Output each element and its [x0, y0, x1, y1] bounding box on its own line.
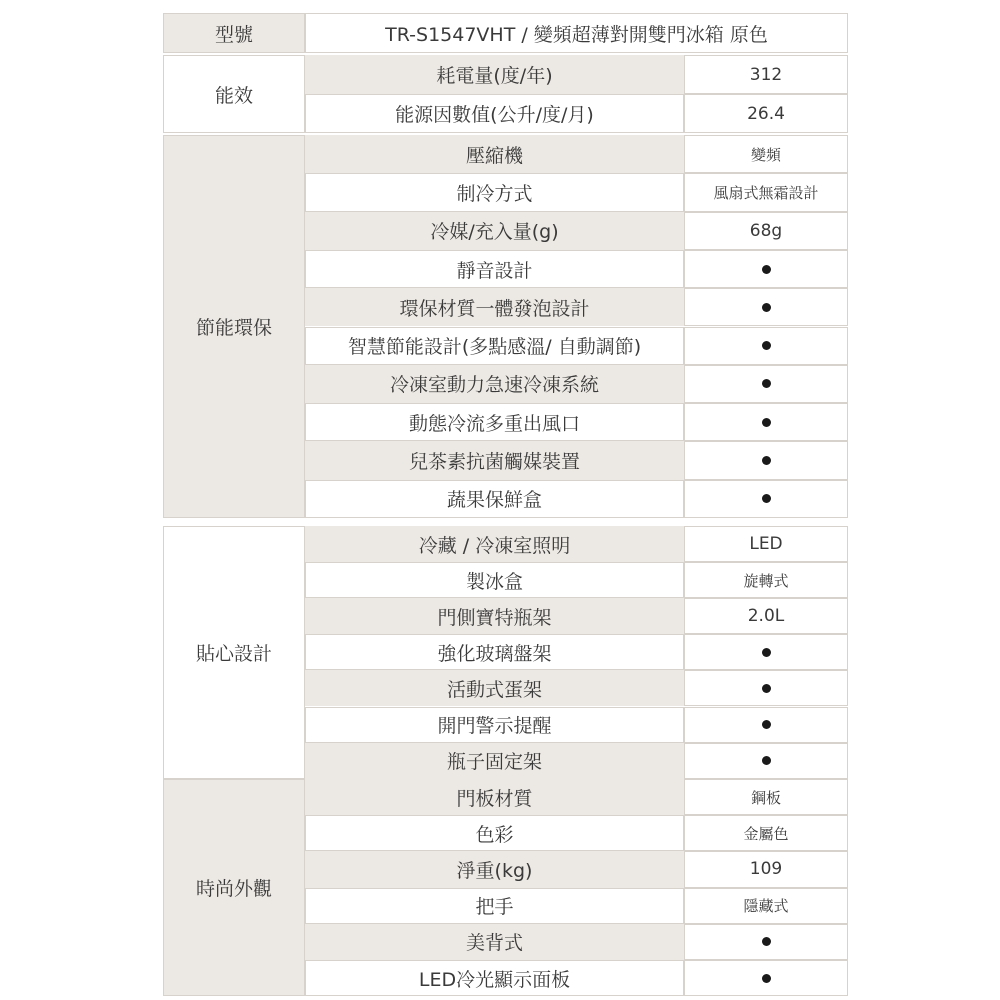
feature-dot — [684, 670, 848, 706]
feature-dot — [684, 743, 848, 779]
feature-label: 耗電量(度/年) — [305, 55, 684, 94]
spec-row — [163, 888, 848, 924]
feature-value: 109 — [684, 851, 848, 887]
bullet-icon — [762, 379, 771, 388]
model-value: TR-S1547VHT / 變頻超薄對開雙門冰箱 原色 — [305, 13, 848, 53]
bullet-icon — [762, 456, 771, 465]
spec-row — [163, 327, 848, 365]
spec-row — [163, 634, 848, 670]
feature-dot — [684, 441, 848, 479]
feature-label: 把手 — [305, 888, 684, 924]
group-label: 時尚外觀 — [163, 779, 305, 996]
feature-label: 瓶子固定架 — [305, 743, 684, 779]
spec-row — [163, 743, 848, 779]
spec-row — [163, 94, 848, 133]
bullet-icon — [762, 648, 771, 657]
model-row — [163, 13, 848, 53]
feature-dot — [684, 403, 848, 441]
bullet-icon — [762, 684, 771, 693]
feature-value: 旋轉式 — [684, 562, 848, 598]
group-label: 貼心設計 — [163, 526, 305, 779]
feature-label: 環保材質一體發泡設計 — [305, 288, 684, 326]
feature-label: 智慧節能設計(多點感溫/ 自動調節) — [305, 327, 684, 365]
feature-label: 能源因數值(公升/度/月) — [305, 94, 684, 133]
spec-row — [163, 135, 848, 173]
spec-row — [163, 562, 848, 598]
feature-label: 開門警示提醒 — [305, 707, 684, 743]
feature-label: 強化玻璃盤架 — [305, 634, 684, 670]
bullet-icon — [762, 937, 771, 946]
feature-label: 門側寶特瓶架 — [305, 598, 684, 634]
spec-row — [163, 526, 848, 562]
feature-value: 風扇式無霜設計 — [684, 173, 848, 211]
spec-row — [163, 598, 848, 634]
feature-dot — [684, 707, 848, 743]
bullet-icon — [762, 341, 771, 350]
feature-label: LED冷光顯示面板 — [305, 960, 684, 996]
feature-label: 美背式 — [305, 924, 684, 960]
model-label: 型號 — [163, 13, 305, 53]
feature-dot — [684, 365, 848, 403]
spec-row — [163, 250, 848, 288]
feature-dot — [684, 250, 848, 288]
spec-row — [163, 960, 848, 996]
feature-dot — [684, 960, 848, 996]
feature-value: LED — [684, 526, 848, 562]
spec-row — [163, 173, 848, 211]
feature-label: 冷媒/充入量(g) — [305, 212, 684, 250]
feature-dot — [684, 288, 848, 326]
feature-value: 26.4 — [684, 94, 848, 133]
bullet-icon — [762, 720, 771, 729]
feature-value: 鋼板 — [684, 779, 848, 815]
spec-row — [163, 707, 848, 743]
group-label: 節能環保 — [163, 135, 305, 518]
spec-row — [163, 480, 848, 518]
feature-value: 金屬色 — [684, 815, 848, 851]
feature-label: 兒茶素抗菌觸媒裝置 — [305, 441, 684, 479]
spec-row — [163, 779, 848, 815]
bullet-icon — [762, 974, 771, 983]
group-label: 能效 — [163, 55, 305, 133]
spec-row — [163, 55, 848, 94]
bullet-icon — [762, 265, 771, 274]
spec-row — [163, 441, 848, 479]
feature-value: 變頻 — [684, 135, 848, 173]
feature-label: 壓縮機 — [305, 135, 684, 173]
bullet-icon — [762, 303, 771, 312]
feature-label: 蔬果保鮮盒 — [305, 480, 684, 518]
spec-row — [163, 365, 848, 403]
spec-row — [163, 851, 848, 887]
feature-label: 門板材質 — [305, 779, 684, 815]
bullet-icon — [762, 418, 771, 427]
feature-dot — [684, 480, 848, 518]
spec-row — [163, 288, 848, 326]
feature-label: 動態冷流多重出風口 — [305, 403, 684, 441]
bullet-icon — [762, 494, 771, 503]
feature-label: 冷凍室動力急速冷凍系統 — [305, 365, 684, 403]
feature-label: 淨重(kg) — [305, 851, 684, 887]
feature-label: 制冷方式 — [305, 173, 684, 211]
spec-row — [163, 403, 848, 441]
spec-row — [163, 924, 848, 960]
feature-dot — [684, 924, 848, 960]
feature-value: 68g — [684, 212, 848, 250]
spec-row — [163, 212, 848, 250]
bullet-icon — [762, 756, 771, 765]
feature-value: 312 — [684, 55, 848, 94]
spec-row — [163, 670, 848, 706]
feature-label: 靜音設計 — [305, 250, 684, 288]
feature-value: 2.0L — [684, 598, 848, 634]
spec-row — [163, 815, 848, 851]
feature-label: 冷藏 / 冷凍室照明 — [305, 526, 684, 562]
feature-value: 隱藏式 — [684, 888, 848, 924]
feature-label: 製冰盒 — [305, 562, 684, 598]
feature-dot — [684, 327, 848, 365]
feature-label: 活動式蛋架 — [305, 670, 684, 706]
feature-label: 色彩 — [305, 815, 684, 851]
feature-dot — [684, 634, 848, 670]
